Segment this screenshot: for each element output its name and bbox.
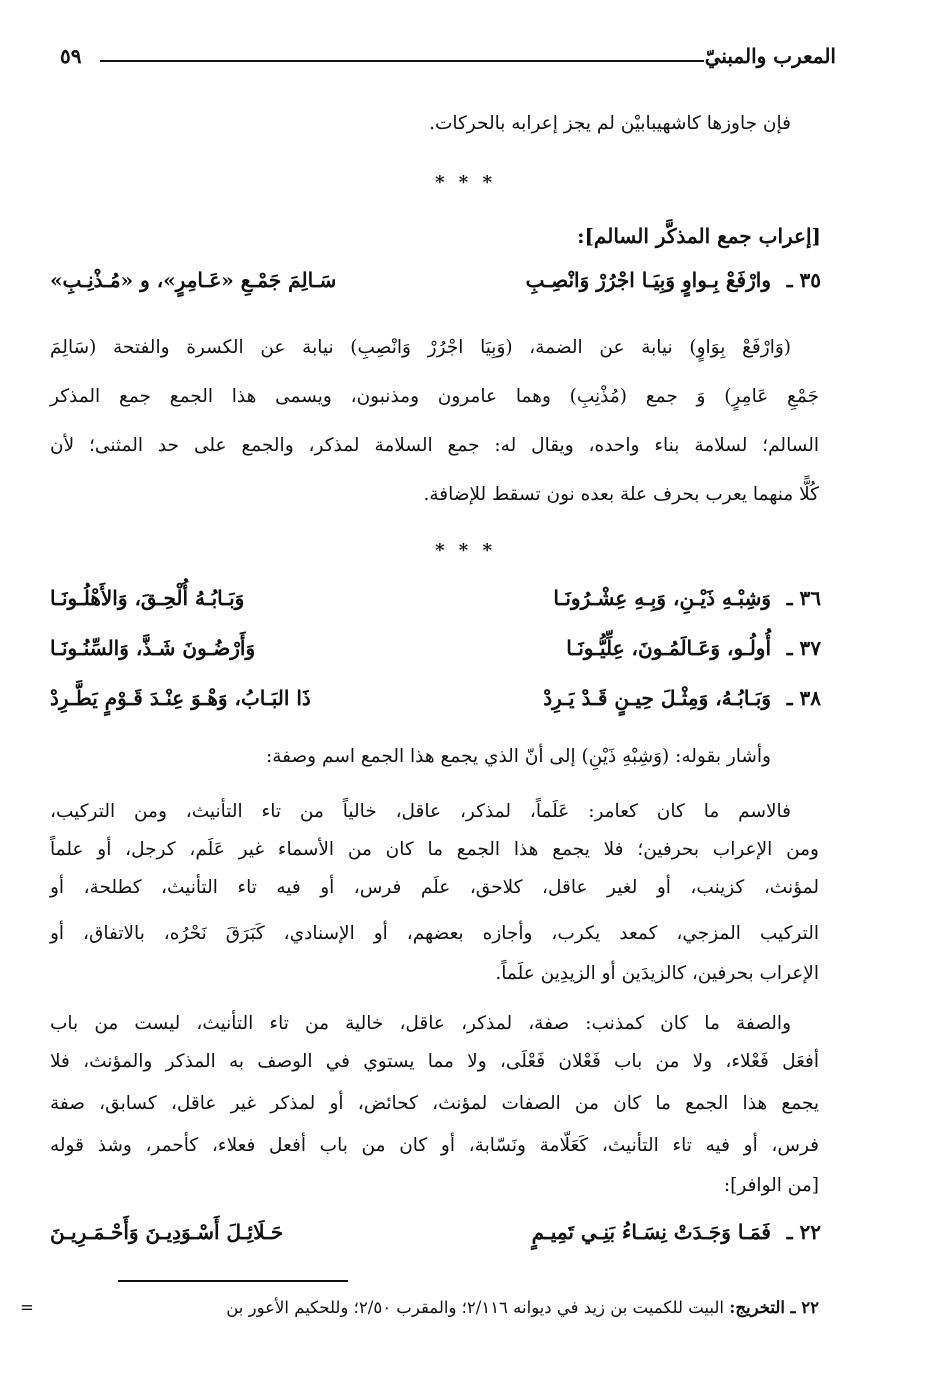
- paragraph-line: جَمْعِ عَامِرٍ) وَ جمع (مُذْنِبِ) وهما عامرون ومذنبون، ويسمى هذا الجمع جمع المذكر: [50, 386, 819, 407]
- paragraph-line: ومن الإعراب بحرفين؛ فلا يجمع هذا الجمع ما كان من الأسماء غير عَلَم، كرجل، أو علماً: [50, 839, 819, 860]
- verse-36: [50, 586, 821, 618]
- verse-number: ٣٦ ـ: [786, 586, 821, 610]
- verse-number: ٣٧ ـ: [786, 636, 821, 660]
- verse-hemistich-2: سَـالِمَ جَمْـعِ «عَـامِرٍ»، و «مُـذْنِـبِ»: [50, 268, 337, 292]
- footnote-text: البيت للكميت بن زيد في ديوانه ٢/١١٦؛ والمقرب ٢/٥٠؛ وللحكيم الأعور بن: [226, 1298, 724, 1317]
- paragraph-line: (وَارْفَعْ بِوَاوٍ) نيابة عن الضمة، (وَبِيَا اجْرُرْ وَانْصِبِ) نيابة عن الكسرة والفتحة (سَالِمَ: [50, 337, 791, 358]
- verse-number: ٣٨ ـ: [786, 686, 821, 710]
- verse-hemistich-2: ذَا البَـابُ، وَهْـوَ عِنْـدَ قَـوْمٍ يَطَّـرِدْ: [50, 686, 311, 710]
- paragraph-line: كُلًّا منهما يعرب بحرف علة بعده نون تسقط للإضافة.: [423, 484, 819, 505]
- verse-hemistich-1: وارْفَعْ بِـواوٍ وَبِيَـا اجْرُرْ وَانْصِـبِ: [525, 268, 771, 292]
- verse-hemistich-1: فَمَـا وَجَـدَتْ نِسَـاءُ بَنِـي تَمِيـمٍ: [531, 1220, 771, 1244]
- verse-number: ٣٥ ـ: [786, 268, 821, 292]
- verse-hemistich-1: وَبَـابُـهُ، وَمِثْـلَ حِيـنٍ قَـدْ يَـرِدْ: [543, 686, 771, 710]
- paragraph-line: والصفة ما كان كمذنب: صفة، لمذكر، عاقل، خالية من تاء التأنيث، ليست من باب: [50, 1013, 791, 1034]
- paragraph-line: الإعراب بحرفين، كالزيدَين أو الزيدِين علَماً.: [495, 963, 819, 984]
- running-title: المعرب والمبنيّ: [704, 44, 836, 68]
- verse-22: [50, 1220, 821, 1252]
- verse-hemistich-2: حَـلَائِـلَ أَسْـوَدِيـنَ وَأَحْـمَـرِيـنَ: [50, 1220, 284, 1244]
- verse-hemistich-2: وَأَرْضُـونَ شَـذَّ، وَالسِّنُـونَـا: [50, 636, 256, 660]
- paragraph-line: فالاسم ما كان كعامر: عَلَماً، لمذكر، عاقل، خالياً من تاء التأنيث، ومن التركيب،: [50, 801, 791, 822]
- paragraph-line: لمؤنث، كزينب، أو لغير عاقل، كلاحق، علَم فرس، أو فيه تاء التأنيث، كطلحة، أو: [50, 877, 819, 898]
- section-separator: * * *: [435, 540, 496, 561]
- section-separator: * * *: [435, 172, 496, 193]
- paragraph-line: يجمع هذا الجمع ما كان من الصفات لمؤنث، كحائض، أو لمذكر غير عاقل، كسابق، صفة: [50, 1093, 819, 1114]
- verse-hemistich-1: وَشِبْـهِ ذَيْـنِ، وَبِـهِ عِشْـرُونَـا: [553, 586, 771, 610]
- paragraph-line: وأشار بقوله: (وَشِبْهِ ذَيْنِ) إلى أنّ الذي يجمع هذا الجمع اسم وصفة:: [265, 746, 771, 767]
- verse-35: [50, 268, 821, 300]
- verse-37: [50, 636, 821, 668]
- verse-hemistich-2: وَبَـابُـهُ أُلْحِـقَ، وَالأَهْلُـونَـا: [50, 586, 245, 610]
- footnote-rule: [118, 1280, 348, 1282]
- page-header: [60, 38, 836, 78]
- paragraph-line: أفعَل فَعْلاء، ولا من باب فَعْلان فَعْلَى، ولا مما يستوي في الوصف به المذكر والمؤنث، فلا: [50, 1051, 819, 1072]
- footnote-label: ٢٢ ـ التخريج:: [729, 1298, 819, 1317]
- verse-hemistich-1: أُولُـو، وَعَـالَمُـونَ، عِلِّيُّـونَـا: [566, 636, 771, 660]
- paragraph-line: السالم؛ لسلامة بناء واحده، ويقال له: جمع السلامة لمذكر، والجمع على حد المثنى؛ لأن: [50, 435, 819, 456]
- intro-line: فإن جاوزها كاشهيبابيْن لم يجز إعرابه بالحركات.: [429, 113, 791, 134]
- header-rule: [100, 60, 704, 62]
- paragraph-line: التركيب المزجي، كمعد يكرب، وأجازه بعضهم، أو الإسنادي، كَبَرَقَ نَحْرُه، بالاتفاق، أو: [50, 923, 819, 944]
- section-heading: [إعراب جمع المذكَّر السالم]:: [577, 224, 821, 248]
- footnote: [20, 1298, 819, 1317]
- paragraph-line: فرس، أو فيه تاء التأنيث، كَعَلّامة ونَسّابة، أو كان من باب أفعل فعلاء، كأحمر، وشذ قوله: [50, 1135, 819, 1156]
- verse-38: [50, 686, 821, 718]
- verse-number: ٢٢ ـ: [786, 1220, 821, 1244]
- page-number: ٥٩: [60, 44, 82, 68]
- continuation-mark: =: [20, 1298, 34, 1317]
- paragraph-line: [من الوافر]:: [723, 1175, 819, 1196]
